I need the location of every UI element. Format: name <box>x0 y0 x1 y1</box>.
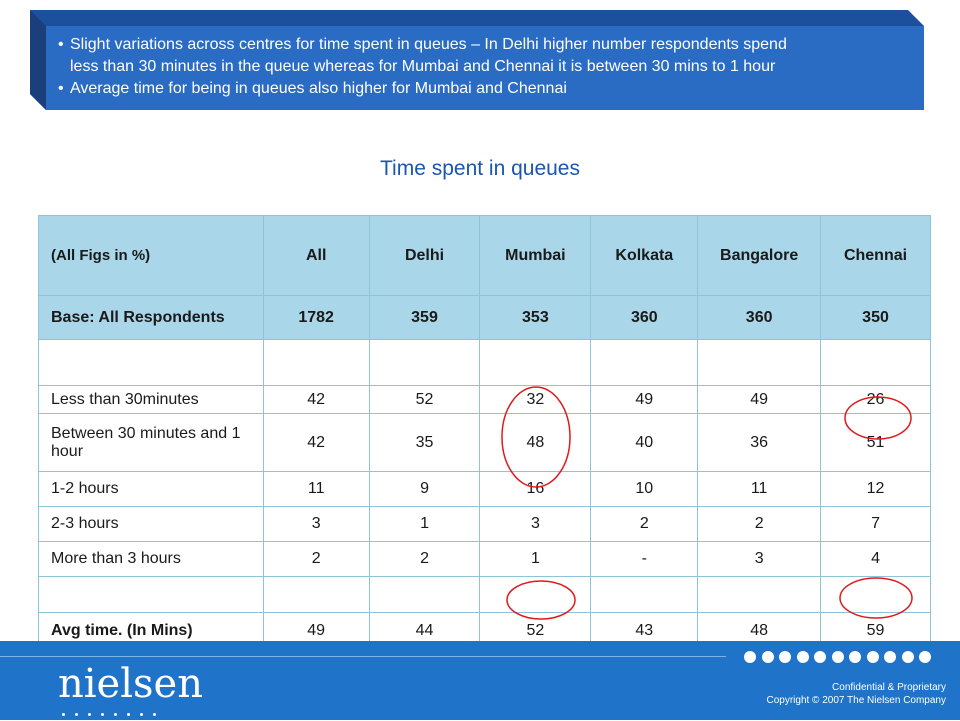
summary-bullet-1 <box>58 34 918 56</box>
blank-cell <box>369 340 480 386</box>
header-all: All <box>263 216 369 296</box>
table-row <box>39 414 931 472</box>
avg-cell: 52 <box>480 613 591 649</box>
summary-bullet-1-cont <box>58 56 918 78</box>
dot-icon <box>797 651 809 663</box>
dot-icon <box>849 651 861 663</box>
table-cell: 16 <box>480 472 591 507</box>
base-cell: 350 <box>821 296 931 340</box>
dot-icon <box>114 713 117 716</box>
table-header-row <box>39 216 931 296</box>
table-cell: 1 <box>480 542 591 577</box>
dot-icon <box>127 713 130 716</box>
blank-cell <box>591 340 698 386</box>
footer-divider <box>0 656 726 657</box>
header-chennai: Chennai <box>821 216 931 296</box>
table-cell: 7 <box>821 507 931 542</box>
blank-cell <box>480 577 591 613</box>
dot-icon <box>744 651 756 663</box>
table-row <box>39 472 931 507</box>
copyright-text: Copyright © 2007 The Nielsen Company <box>766 695 946 706</box>
table-cell: 4 <box>821 542 931 577</box>
bullet-dot-icon: • <box>58 36 64 53</box>
table-cell: - <box>591 542 698 577</box>
dot-icon <box>153 713 156 716</box>
header-label: (All Figs in %) <box>39 216 264 296</box>
queue-time-table <box>38 215 931 649</box>
page-title: Time spent in queues <box>379 157 580 180</box>
table-row <box>39 386 931 414</box>
avg-label: Avg time. (In Mins) <box>39 613 264 649</box>
table-cell: 32 <box>480 386 591 414</box>
table-cell: 2 <box>263 542 369 577</box>
avg-cell: 43 <box>591 613 698 649</box>
summary-bullet-1-line-2: less than 30 minutes in the queue whereas for Mumbai and Chennai it is between 30 mins to 1 hour <box>70 58 776 75</box>
dot-icon <box>779 651 791 663</box>
blank-cell <box>263 577 369 613</box>
dot-icon <box>762 651 774 663</box>
blank-cell <box>698 577 821 613</box>
blank-row <box>39 340 931 386</box>
table-cell: 40 <box>591 414 698 472</box>
row-label: 2-3 hours <box>39 507 264 542</box>
summary-bullet-2-line-1: Average time for being in queues also higher for Mumbai and Chennai <box>70 80 567 97</box>
dot-icon <box>75 713 78 716</box>
table-cell: 10 <box>591 472 698 507</box>
table-cell: 2 <box>698 507 821 542</box>
table-row <box>39 542 931 577</box>
table-cell: 48 <box>480 414 591 472</box>
blank-cell <box>369 577 480 613</box>
dot-icon <box>101 713 104 716</box>
table-cell: 49 <box>591 386 698 414</box>
confidential-text: Confidential & Proprietary <box>832 682 946 693</box>
table-cell: 2 <box>591 507 698 542</box>
table-cell: 9 <box>369 472 480 507</box>
base-row <box>39 296 931 340</box>
dot-icon <box>902 651 914 663</box>
avg-cell: 59 <box>821 613 931 649</box>
table-cell: 3 <box>480 507 591 542</box>
bullet-dot-icon: • <box>58 80 64 97</box>
row-label: Between 30 minutes and 1 hour <box>39 414 264 472</box>
dot-icon <box>814 651 826 663</box>
base-cell: 1782 <box>263 296 369 340</box>
table-cell: 3 <box>263 507 369 542</box>
table-cell: 11 <box>698 472 821 507</box>
dot-icon <box>140 713 143 716</box>
dot-icon <box>88 713 91 716</box>
logo-dots <box>62 703 166 721</box>
base-cell: 360 <box>698 296 821 340</box>
table-cell: 3 <box>698 542 821 577</box>
footer-dots <box>744 650 937 668</box>
table-cell: 51 <box>821 414 931 472</box>
base-label: Base: All Respondents <box>39 296 264 340</box>
blank-cell <box>698 340 821 386</box>
dot-icon <box>62 713 65 716</box>
avg-cell: 44 <box>369 613 480 649</box>
blank-cell <box>39 577 264 613</box>
base-cell: 359 <box>369 296 480 340</box>
confidential-notice <box>766 681 946 707</box>
blank-cell <box>480 340 591 386</box>
summary-bullet-2 <box>58 78 918 100</box>
table-cell: 42 <box>263 386 369 414</box>
table-cell: 1 <box>369 507 480 542</box>
table-cell: 36 <box>698 414 821 472</box>
summary-text <box>58 34 918 100</box>
avg-cell: 48 <box>698 613 821 649</box>
blank-cell <box>821 340 931 386</box>
summary-bullet-1-line-1: Slight variations across centres for time spent in queues – In Delhi higher number respondents spend <box>70 36 787 53</box>
table-cell: 2 <box>369 542 480 577</box>
dot-icon <box>884 651 896 663</box>
table-row <box>39 507 931 542</box>
header-bangalore: Bangalore <box>698 216 821 296</box>
blank-cell <box>591 577 698 613</box>
dot-icon <box>867 651 879 663</box>
avg-cell: 49 <box>263 613 369 649</box>
row-label: More than 3 hours <box>39 542 264 577</box>
row-label: Less than 30minutes <box>39 386 264 414</box>
dot-icon <box>832 651 844 663</box>
table-cell: 35 <box>369 414 480 472</box>
blank-cell <box>263 340 369 386</box>
header-delhi: Delhi <box>369 216 480 296</box>
table-cell: 52 <box>369 386 480 414</box>
table-cell: 26 <box>821 386 931 414</box>
base-cell: 360 <box>591 296 698 340</box>
header-kolkata: Kolkata <box>591 216 698 296</box>
dot-icon <box>919 651 931 663</box>
table-cell: 11 <box>263 472 369 507</box>
table-cell: 49 <box>698 386 821 414</box>
table-cell: 42 <box>263 414 369 472</box>
nielsen-logo: nielsen <box>58 661 203 707</box>
footer <box>0 641 960 720</box>
header-mumbai: Mumbai <box>480 216 591 296</box>
blank-cell <box>39 340 264 386</box>
base-cell: 353 <box>480 296 591 340</box>
blank-row <box>39 577 931 613</box>
row-label: 1-2 hours <box>39 472 264 507</box>
blank-cell <box>821 577 931 613</box>
table-cell: 12 <box>821 472 931 507</box>
